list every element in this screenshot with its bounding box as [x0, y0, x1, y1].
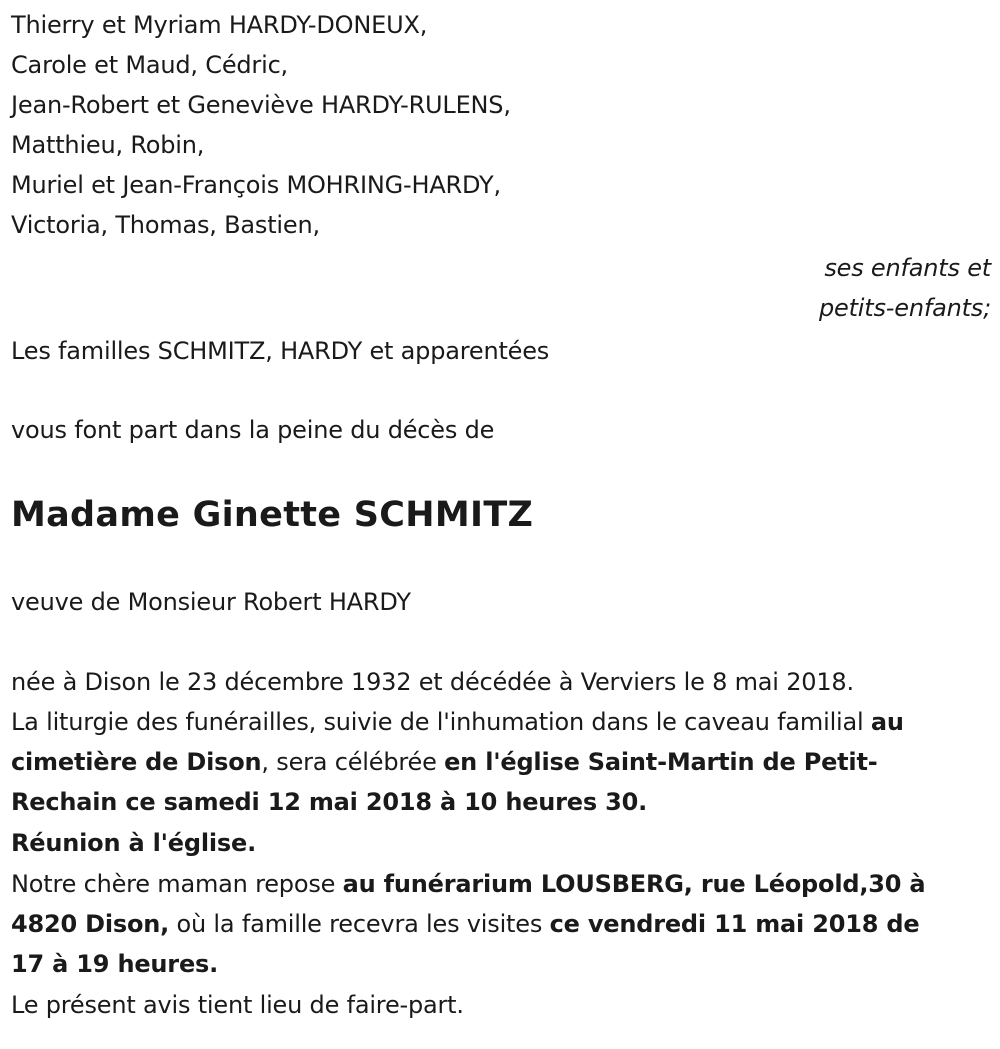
liturgy-paragraph	[11, 702, 991, 822]
meeting-line	[11, 823, 991, 863]
funeral-home-visit-line-1: ce vendredi 11 mai 2018 de	[549, 910, 920, 938]
liturgy-middle: , sera célébrée	[261, 748, 445, 776]
funeral-home-location-line-2: 4820 Dison,	[11, 910, 170, 938]
family-line-5: Muriel et Jean-François MOHRING-HARDY,	[11, 171, 501, 199]
family-line-4: Matthieu, Robin,	[11, 131, 205, 159]
funeral-home-middle: où la famille recevra les visites	[169, 910, 550, 938]
funeral-home-location-line-1: au funérarium LOUSBERG, rue Léopold,30 à	[342, 870, 926, 898]
liturgy-church-line-2: Rechain ce samedi 12 mai 2018 à 10 heures 30.	[11, 788, 648, 816]
widow-line: veuve de Monsieur Robert HARDY	[11, 588, 411, 616]
meeting-text: Réunion à l'église.	[11, 829, 257, 857]
funeral-home-intro: Notre chère maman repose	[11, 870, 343, 898]
family-line-3: Jean-Robert et Geneviève HARDY-RULENS,	[11, 91, 511, 119]
family-line-6: Victoria, Thomas, Bastien,	[11, 211, 320, 239]
extended-families: Les familles SCHMITZ, HARDY et apparentées	[11, 337, 550, 365]
family-role	[11, 248, 991, 328]
birth-death-line: née à Dison le 23 décembre 1932 et décédée à Verviers le 8 mai 2018.	[11, 668, 854, 696]
family-role-line-1: ses enfants et	[824, 254, 991, 282]
funeral-home-paragraph	[11, 864, 991, 984]
liturgy-intro: La liturgie des funérailles, suivie de l'inhumation dans le caveau familial	[11, 708, 871, 736]
liturgy-church-line-1: en l'église Saint-Martin de Petit-	[444, 748, 878, 776]
family-line-2: Carole et Maud, Cédric,	[11, 51, 288, 79]
family-line-1: Thierry et Myriam HARDY-DONEUX,	[11, 11, 428, 39]
family-list	[11, 5, 991, 245]
obituary-notice	[11, 0, 991, 1025]
liturgy-cemetery: au cimetière de Dison	[11, 708, 904, 776]
closing-line: Le présent avis tient lieu de faire-part.	[11, 991, 464, 1019]
deceased-name: Madame Ginette SCHMITZ	[11, 495, 534, 535]
announcement-line: vous font part dans la peine du décès de	[11, 416, 495, 444]
family-role-line-2: petits-enfants;	[819, 294, 991, 322]
funeral-home-visit-line-2: 17 à 19 heures.	[11, 950, 219, 978]
